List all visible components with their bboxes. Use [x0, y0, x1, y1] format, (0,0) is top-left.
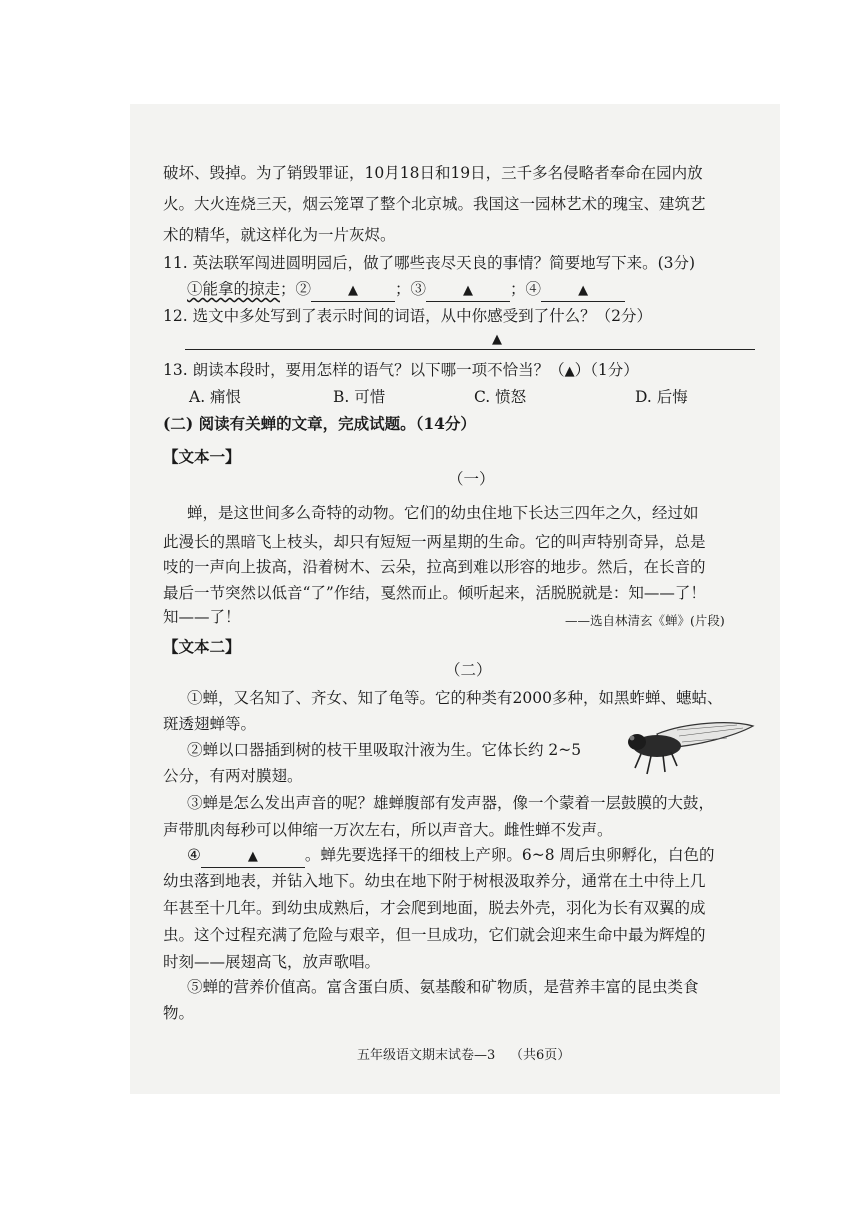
text1-label: 【文本一】: [163, 447, 241, 466]
q12-answer-mark: [492, 328, 502, 350]
p4-blank[interactable]: [201, 845, 305, 868]
text2-p4-line-4: 虫。这个过程充满了危险与艰辛，但一旦成功，它们就会迎来生命中最为辉煌的: [163, 926, 706, 944]
p4-number: ④: [187, 846, 201, 864]
p4-text: 。蝉先要选择干的细枝上产卵。6~8 周后虫卵孵化，白色的: [304, 846, 715, 864]
q11-question: 11. 英法联军闯进圆明园后，做了哪些丧尽天良的事情？简要地写下来。(3分): [163, 254, 696, 272]
q13-option-b[interactable]: B. 可惜: [333, 388, 386, 406]
q13-question-text: 13. 朗读本段时，要用怎样的语气？以下哪一项不恰当？（: [163, 361, 565, 379]
q11-item-1: ①能拿的掠走: [187, 280, 281, 298]
q13-option-a[interactable]: A. 痛恨: [189, 388, 242, 406]
answer-triangle-icon: ▲: [492, 332, 502, 347]
text2-subheading: （二）: [445, 661, 492, 679]
text2-p5-line-1: ⑤蝉的营养价值高。富含蛋白质、氨基酸和矿物质，是营养丰富的昆虫类食: [187, 978, 699, 996]
section2-heading: (二) 阅读有关蝉的文章，完成试题。（14分）: [163, 414, 476, 433]
footer-page-label: 五年级语文期末试卷—3: [357, 1048, 496, 1063]
q11-blank-3[interactable]: [426, 279, 510, 302]
text2-p1-line-1: ①蝉，又名知了、齐女、知了龟等。它的种类有2000多种，如黑蚱蝉、蟪蛄、: [187, 689, 723, 707]
text1-line-5: 知——了！: [163, 608, 241, 626]
q11-sep-1: ；②: [280, 280, 312, 298]
text1-line-2: 此漫长的黑暗飞上枝头，却只有短短一两星期的生命。它的叫声特别奇异，总是: [163, 533, 706, 551]
q13-option-c[interactable]: C. 愤怒: [474, 388, 527, 406]
q11-blank-2[interactable]: [311, 279, 395, 302]
passage-line-2: 火。大火连烧三天，烟云笼罩了整个北京城。我国这一园林艺术的瑰宝、建筑艺: [163, 195, 706, 213]
text2-p4-line-5: 时刻——展翅高飞，放声歌唱。: [163, 953, 381, 971]
passage-line-1: 破坏、毁掉。为了销毁罪证，10月18日和19日，三千多名侵略者奉命在园内放: [163, 164, 703, 182]
text2-p5-line-2: 物。: [163, 1004, 195, 1022]
text2-label: 【文本二】: [163, 637, 241, 656]
footer-total-pages: （共6页）: [510, 1048, 571, 1063]
text2-p3-line-1: ③蝉是怎么发出声音的呢？雄蝉腹部有发声器，像一个蒙着一层鼓膜的大鼓，: [187, 794, 715, 812]
passage-line-3: 术的精华，就这样化为一片灰烬。: [163, 226, 396, 244]
q11-blank-4[interactable]: [541, 279, 625, 302]
q11-sep-2: ；③: [395, 280, 427, 298]
text1-line-3: 吱的一声向上拔高，沿着树木、云朵，拉高到难以形容的地步。然后，在长音的: [163, 558, 706, 576]
text2-p4-line-2: 幼虫落到地表，并钻入地下。幼虫在地下附于树根汲取养分，通常在土中待上几: [163, 872, 706, 890]
q12-answer-line[interactable]: [185, 349, 755, 350]
cicada-illustration: [617, 716, 757, 782]
text2-p4-line-3: 年甚至十几年。到幼虫成熟后，才会爬到地面，脱去外壳，羽化为长有双翼的成: [163, 899, 706, 917]
answer-triangle-icon: ▲: [348, 283, 359, 298]
q13-option-d[interactable]: D. 后悔: [635, 388, 688, 406]
text2-p3-line-2: 声带肌肉每秒可以伸缩一万次左右，所以声音大。雌性蝉不发声。: [163, 821, 613, 839]
text2-p4-line-1: [187, 845, 715, 868]
q11-answer-row: [187, 279, 625, 302]
text1-line-4: 最后一节突然以低音“了”作结，戛然而止。倾听起来，活脱脱就是：知——了！: [163, 584, 706, 602]
answer-triangle-icon: ▲: [463, 283, 474, 298]
text1-line-1: 蝉，是这世间多么奇特的动物。它们的幼虫住地下长达三四年之久，经过如: [187, 504, 699, 522]
answer-triangle-icon: ▲: [578, 283, 589, 298]
q11-sep-3: ；④: [510, 280, 542, 298]
q12-question: 12. 选文中多处写到了表示时间的词语，从中你感受到了什么？（2分）: [163, 307, 652, 325]
text1-subheading: （一）: [448, 470, 495, 488]
text1-source: ——选自林清玄《蝉》(片段): [565, 613, 725, 628]
text2-p2-line-2: 公分，有两对膜翅。: [163, 767, 303, 785]
q13-question-end: ）（1分）: [574, 361, 639, 379]
text2-p1-line-2: 斑透翅蝉等。: [163, 715, 257, 733]
q13-question: [163, 360, 639, 382]
answer-triangle-icon: ▲: [247, 849, 258, 864]
answer-triangle-icon: ▲: [564, 364, 575, 379]
text2-p2-line-1: ②蝉以口器插到树的枝干里吸取汁液为生。它体长约 2~5: [187, 741, 582, 759]
